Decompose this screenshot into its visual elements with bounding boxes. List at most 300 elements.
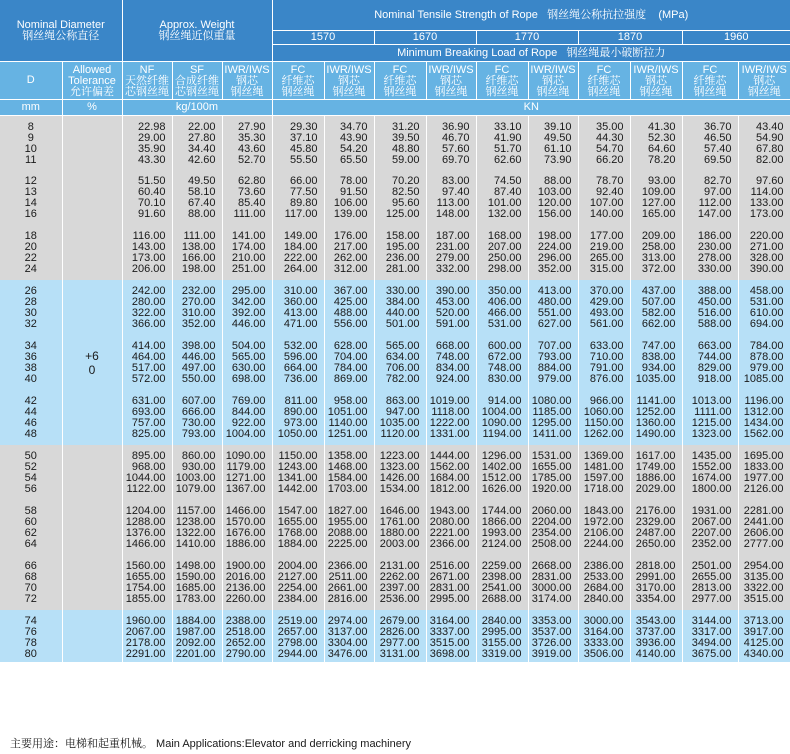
fc-1570-cell [272, 225, 324, 280]
cell-value: 3494.00 [691, 637, 732, 649]
iwr-1770-cell [528, 610, 578, 662]
unit-mm: mm [0, 99, 62, 115]
cell-value: 1884.00 [277, 538, 318, 550]
diameter-cell [0, 335, 62, 390]
cell-value: 3155.00 [481, 637, 522, 649]
cell-value: 662.00 [641, 318, 676, 330]
footer-note: 主要用途：电梯和起重机械。 Main Applications:Elevator and derricking machinery [10, 738, 412, 750]
cell-value: 3515.00 [429, 637, 470, 649]
iwr-header: IWR/IWS 钢芯 钢丝绳 [738, 61, 790, 99]
cell-value: 1534.00 [379, 483, 420, 495]
fc-1870-cell [578, 555, 630, 610]
cell-value: 3936.00 [635, 637, 676, 649]
cell-value: 298.00 [487, 263, 522, 275]
cell-value: 507.00 [641, 296, 676, 308]
cell-value: 41.90 [493, 131, 522, 144]
cell-value: 209.00 [641, 230, 676, 242]
tolerance-header: Allowed Tolerance 允许偏差 [62, 61, 122, 99]
cell-value: 453.00 [435, 296, 470, 308]
cell-value: 3543.00 [635, 615, 676, 627]
cell-value: 165.00 [641, 208, 676, 220]
cell-value: 198.00 [181, 263, 216, 275]
cell-value: 1855.00 [125, 593, 166, 605]
cell-value: 262.00 [333, 252, 368, 264]
cell-value: 1442.00 [277, 483, 318, 495]
cell-value: 41.30 [647, 120, 676, 133]
cell-value: 54.70 [595, 142, 624, 155]
cell-value: 2518.00 [225, 626, 266, 638]
cell-value: 631.00 [131, 395, 166, 407]
cell-value: 168.00 [487, 230, 522, 242]
fc-1670-cell [374, 335, 426, 390]
cell-value: 2840.00 [583, 593, 624, 605]
cell-value: 1051.00 [327, 406, 368, 418]
cell-value: 295.00 [231, 285, 266, 297]
cell-value: 838.00 [641, 351, 676, 363]
cell-value: 1444.00 [429, 450, 470, 462]
fc-1770-cell [476, 280, 528, 335]
cell-value: 77.50 [289, 186, 318, 198]
cell-value: 437.00 [641, 285, 676, 297]
cell-value: 8 [27, 120, 34, 133]
cell-value: 2790.00 [225, 648, 266, 660]
grade-1770: 1770 [476, 30, 578, 44]
cell-value: 3170.00 [635, 582, 676, 594]
grade-1960: 1960 [682, 30, 790, 44]
cell-value: 2244.00 [583, 538, 624, 550]
cell-value: 556.00 [333, 318, 368, 330]
cell-value: 2259.00 [481, 560, 522, 572]
cell-value: 141.00 [231, 230, 266, 242]
cell-value: 834.00 [435, 362, 470, 374]
cell-value: 70.10 [137, 197, 166, 209]
cell-value: 222.00 [283, 252, 318, 264]
cell-value: 607.00 [181, 395, 216, 407]
cell-value: 62 [24, 527, 37, 539]
cell-value: 40 [24, 373, 37, 385]
iwr-1870-cell [630, 170, 682, 225]
fc-1870-cell [578, 225, 630, 280]
iwr-header: IWR/IWS 钢芯 钢丝绳 [222, 61, 272, 99]
cell-value: 890.00 [283, 406, 318, 418]
cell-value: 78.70 [595, 175, 624, 187]
cell-value: 43.60 [237, 142, 266, 155]
cell-value: 1411.00 [532, 428, 572, 440]
cell-value: 811.00 [284, 395, 318, 407]
cell-value: 1552.00 [691, 461, 732, 473]
iwr-1670-cell [426, 170, 476, 225]
cell-value: 2366.00 [429, 538, 470, 550]
cell-value: 736.00 [283, 373, 318, 385]
nf-header: NF 天然纤维 芯钢丝绳 [122, 61, 172, 99]
iwr-1770-cell [528, 390, 578, 445]
d-header: D [0, 61, 62, 99]
cell-value: 1262.00 [583, 428, 624, 440]
cell-value: 166.00 [181, 252, 216, 264]
diameter-cell [0, 610, 62, 662]
cell-value: 710.00 [589, 351, 624, 363]
cell-value: 1157.00 [176, 505, 216, 517]
cell-value: 140.00 [589, 208, 624, 220]
cell-value: 176.00 [333, 230, 368, 242]
cell-value: 458.00 [749, 285, 784, 297]
cell-value: 39.10 [543, 120, 572, 133]
cell-value: 895.00 [131, 450, 166, 462]
cell-value: 43.40 [755, 120, 784, 133]
cell-value: 2397.00 [379, 582, 420, 594]
fc-1570-cell [272, 335, 324, 390]
cell-value: 413.00 [537, 285, 572, 297]
sf-weight-cell [172, 500, 222, 555]
cell-value: 76 [24, 626, 37, 638]
cell-value: 270.00 [181, 296, 216, 308]
cell-value: 2004.00 [277, 560, 318, 572]
fc-1960-cell [682, 610, 738, 662]
diameter-cell [0, 280, 62, 335]
cell-value: 1369.00 [583, 450, 624, 462]
cell-value: 1880.00 [379, 527, 420, 539]
cell-value: 67.40 [187, 197, 216, 209]
cell-value: 3322.00 [743, 582, 784, 594]
cell-value: 156.00 [537, 208, 572, 220]
cell-value: 1900.00 [225, 560, 266, 572]
cell-value: 59.00 [391, 153, 420, 166]
cell-value: 56 [24, 483, 37, 495]
cell-value: 22 [24, 252, 37, 264]
fc-1570-cell [272, 390, 324, 445]
cell-value: 1122.00 [126, 483, 166, 495]
cell-value: 1044.00 [125, 472, 166, 484]
iwr-weight-cell [222, 225, 272, 280]
cell-value: 330.00 [385, 285, 420, 297]
cell-value: 793.00 [181, 428, 216, 440]
nf-weight-cell [122, 280, 172, 335]
iwr-weight-cell [222, 280, 272, 335]
unit-kg: kg/100m [122, 99, 272, 115]
fc-1960-cell [682, 335, 738, 390]
iwr-1870-cell [630, 555, 682, 610]
cell-value: 3919.00 [531, 648, 572, 660]
nf-weight-cell [122, 500, 172, 555]
cell-value: 35.00 [595, 120, 624, 133]
cell-value: 133.00 [749, 197, 784, 209]
fc-1770-cell [476, 115, 528, 170]
cell-value: 97.40 [441, 186, 470, 198]
cell-value: 3726.00 [531, 637, 572, 649]
cell-value: 43.90 [339, 131, 368, 144]
cell-value: 2840.00 [481, 615, 522, 627]
cell-value: 3304.00 [327, 637, 368, 649]
cell-value: 1562.00 [429, 461, 470, 473]
cell-value: 3476.00 [327, 648, 368, 660]
cell-value: 93.00 [647, 175, 676, 187]
iwr-1670-cell [426, 390, 476, 445]
tensile-strength-header: Nominal Tensile Strength of Rope 钢丝绳公称抗拉强度 (MPa) [272, 0, 790, 30]
cell-value: 66.20 [595, 153, 624, 166]
cell-value: 425.00 [333, 296, 368, 308]
cell-value: 1785.00 [531, 472, 572, 484]
cell-value: 258.00 [641, 241, 676, 253]
fc-1570-cell [272, 280, 324, 335]
iwr-1960-cell [738, 170, 790, 225]
cell-value: 2977.00 [379, 637, 420, 649]
cell-value: 1466.00 [225, 505, 266, 517]
iwr-weight-cell [222, 390, 272, 445]
cell-value: 2126.00 [743, 483, 784, 495]
cell-value: 36.70 [703, 120, 732, 133]
iwr-1570-cell [324, 170, 374, 225]
cell-value: 2016.00 [225, 571, 266, 583]
cell-value: 70.20 [391, 175, 420, 187]
nominal-diameter-header: Nominal Diameter 钢丝绳公称直径 [0, 0, 122, 61]
cell-value: 1466.00 [125, 538, 166, 550]
cell-value: 3137.00 [327, 626, 368, 638]
cell-value: 440.00 [385, 307, 420, 319]
cell-value: 26 [24, 285, 37, 297]
cell-value: 70 [24, 582, 37, 594]
cell-value: 87.40 [493, 186, 522, 198]
cell-value: 2127.00 [277, 571, 318, 583]
iwr-1570-cell [324, 225, 374, 280]
cell-value: 232.00 [181, 285, 216, 297]
cell-value: 82.00 [755, 153, 784, 166]
cell-value: 672.00 [487, 351, 522, 363]
cell-value: 958.00 [333, 395, 368, 407]
cell-value: 143.00 [131, 241, 166, 253]
cell-value: 966.00 [589, 395, 624, 407]
cell-value: 3337.00 [429, 626, 470, 638]
fc-1870-cell [578, 390, 630, 445]
cell-value: 1090.00 [225, 450, 266, 462]
cell-value: 520.00 [435, 307, 470, 319]
cell-value: 2178.00 [125, 637, 166, 649]
iwr-1870-cell [630, 610, 682, 662]
cell-value: 830.00 [487, 373, 522, 385]
cell-value: 876.00 [589, 373, 624, 385]
cell-value: 2995.00 [481, 626, 522, 638]
cell-value: 54 [24, 472, 37, 484]
cell-value: 1150.00 [584, 417, 624, 429]
cell-value: 69.50 [703, 153, 732, 166]
iwr-1570-cell [324, 610, 374, 662]
cell-value: 1570.00 [225, 516, 266, 528]
cell-value: 730.00 [181, 417, 216, 429]
iwr-1670-cell [426, 335, 476, 390]
approx-weight-header: Approx. Weight 钢丝绳近似重量 [122, 0, 272, 61]
fc-1670-cell [374, 170, 426, 225]
cell-value: 22.98 [137, 120, 166, 133]
cell-value: 91.60 [137, 208, 166, 220]
tolerance-cell [62, 280, 122, 335]
iwr-header: IWR/IWS 钢芯 钢丝绳 [426, 61, 476, 99]
iwr-1670-cell [426, 115, 476, 170]
diameter-cell [0, 390, 62, 445]
sf-weight-cell [172, 445, 222, 500]
cell-value: 1204.00 [125, 505, 166, 517]
tolerance-cell [62, 115, 122, 170]
cell-value: 2536.00 [379, 593, 420, 605]
cell-value: 29.30 [289, 120, 318, 133]
cell-value: 1943.00 [429, 505, 470, 517]
cell-value: 2080.00 [429, 516, 470, 528]
cell-value: 1140.00 [328, 417, 368, 429]
cell-value: 973.00 [283, 417, 318, 429]
cell-value: 1252.00 [635, 406, 676, 418]
cell-value: 2831.00 [531, 571, 572, 583]
table-body [0, 115, 790, 662]
cell-value: 1490.00 [635, 428, 676, 440]
cell-value: 1323.00 [379, 461, 420, 473]
cell-value: 860.00 [181, 450, 216, 462]
cell-value: 1987.00 [175, 626, 216, 638]
cell-value: 43.30 [137, 153, 166, 166]
cell-value: 4140.00 [635, 648, 676, 660]
cell-value: 1323.00 [691, 428, 732, 440]
cell-value: 1655.00 [277, 516, 318, 528]
grade-1670: 1670 [374, 30, 476, 44]
iwr-1960-cell [738, 390, 790, 445]
sf-weight-cell [172, 555, 222, 610]
fc-header: FC 纤维芯 钢丝绳 [272, 61, 324, 99]
cell-value: 2684.00 [583, 582, 624, 594]
fc-1960-cell [682, 280, 738, 335]
fc-1870-cell [578, 335, 630, 390]
cell-value: 1341.00 [277, 472, 318, 484]
cell-value: 2655.00 [691, 571, 732, 583]
iwr-1960-cell [738, 225, 790, 280]
cell-value: 1718.00 [583, 483, 624, 495]
cell-value: 1111.00 [694, 406, 732, 418]
cell-value: 565.00 [385, 340, 420, 352]
cell-value: 132.00 [487, 208, 522, 220]
cell-value: 1271.00 [225, 472, 266, 484]
cell-value: 278.00 [697, 252, 732, 264]
iwr-1670-cell [426, 225, 476, 280]
cell-value: 1312.00 [743, 406, 784, 418]
cell-value: 1120.00 [380, 428, 420, 440]
cell-value: 55.50 [289, 153, 318, 166]
cell-value: 480.00 [537, 296, 572, 308]
cell-value: 413.00 [283, 307, 318, 319]
cell-value: 1768.00 [277, 527, 318, 539]
cell-value: 2688.00 [481, 593, 522, 605]
cell-value: 206.00 [131, 263, 166, 275]
iwr-1570-cell [324, 335, 374, 390]
iwr-1870-cell [630, 225, 682, 280]
cell-value: 2225.00 [327, 538, 368, 550]
cell-value: 3000.00 [531, 582, 572, 594]
cell-value: 271.00 [749, 241, 784, 253]
cell-value: 44 [24, 406, 37, 418]
cell-value: 1655.00 [125, 571, 166, 583]
cell-value: 1703.00 [327, 483, 368, 495]
cell-value: 310.00 [283, 285, 318, 297]
cell-value: 666.00 [181, 406, 216, 418]
cell-value: 934.00 [641, 362, 676, 374]
iwr-1670-cell [426, 610, 476, 662]
cell-value: 532.00 [283, 340, 318, 352]
cell-value: 398.00 [181, 340, 216, 352]
cell-value: 46 [24, 417, 37, 429]
fc-1770-cell [476, 610, 528, 662]
cell-value: 1884.00 [175, 615, 216, 627]
cell-value: 173.00 [749, 208, 784, 220]
cell-value: 517.00 [131, 362, 166, 374]
fc-1770-cell [476, 335, 528, 390]
cell-value: 844.00 [231, 406, 266, 418]
cell-value: 550.00 [181, 373, 216, 385]
cell-value: 315.00 [589, 263, 624, 275]
cell-value: 2487.00 [635, 527, 676, 539]
cell-value: 83.00 [441, 175, 470, 187]
cell-value: 1003.00 [175, 472, 216, 484]
cell-value: 1331.00 [429, 428, 470, 440]
sf-weight-cell [172, 225, 222, 280]
cell-value: 748.00 [487, 362, 522, 374]
cell-value: 1866.00 [481, 516, 522, 528]
cell-value: 450.00 [697, 296, 732, 308]
fc-1570-cell [272, 170, 324, 225]
fc-1960-cell [682, 170, 738, 225]
iwr-1570-cell [324, 555, 374, 610]
sf-weight-cell [172, 390, 222, 445]
cell-value: 2131.00 [379, 560, 420, 572]
fc-1670-cell [374, 500, 426, 555]
cell-value: 2388.00 [225, 615, 266, 627]
iwr-1960-cell [738, 115, 790, 170]
cell-value: 66.00 [289, 175, 318, 187]
cell-value: 493.00 [589, 307, 624, 319]
cell-value: 1435.00 [691, 450, 732, 462]
cell-value: 2818.00 [635, 560, 676, 572]
cell-value: 1296.00 [481, 450, 522, 462]
cell-value: 111.00 [233, 208, 266, 220]
cell-value: 187.00 [435, 230, 470, 242]
fc-1670-cell [374, 610, 426, 662]
iwr-1670-cell [426, 280, 476, 335]
iwr-1570-cell [324, 280, 374, 335]
cell-value: 488.00 [333, 307, 368, 319]
cell-value: 74.50 [493, 175, 522, 187]
cell-value: 57.60 [441, 142, 470, 155]
cell-value: 34 [24, 340, 37, 352]
sf-header: SF 合成纤维 芯钢丝绳 [172, 61, 222, 99]
cell-value: 64 [24, 538, 37, 550]
cell-value: 367.00 [333, 285, 368, 297]
cell-value: 73.60 [237, 186, 266, 198]
cell-value: 2352.00 [691, 538, 732, 550]
cell-value: 918.00 [697, 373, 732, 385]
iwr-1770-cell [528, 280, 578, 335]
cell-value: 628.00 [333, 340, 368, 352]
cell-value: 1085.00 [743, 373, 784, 385]
cell-value: 591.00 [435, 318, 470, 330]
cell-value: 9 [27, 131, 34, 144]
iwr-1670-cell [426, 500, 476, 555]
cell-value: 2831.00 [429, 582, 470, 594]
cell-value: 3506.00 [583, 648, 624, 660]
cell-value: 280.00 [131, 296, 166, 308]
cell-value: 78.20 [647, 153, 676, 166]
fc-1870-cell [578, 170, 630, 225]
tolerance-cell [62, 390, 122, 445]
fc-1570-cell [272, 610, 324, 662]
cell-value: 2519.00 [277, 615, 318, 627]
cell-value: 3164.00 [583, 626, 624, 638]
cell-value: 1185.00 [532, 406, 572, 418]
iwr-1960-cell [738, 610, 790, 662]
cell-value: 1584.00 [327, 472, 368, 484]
